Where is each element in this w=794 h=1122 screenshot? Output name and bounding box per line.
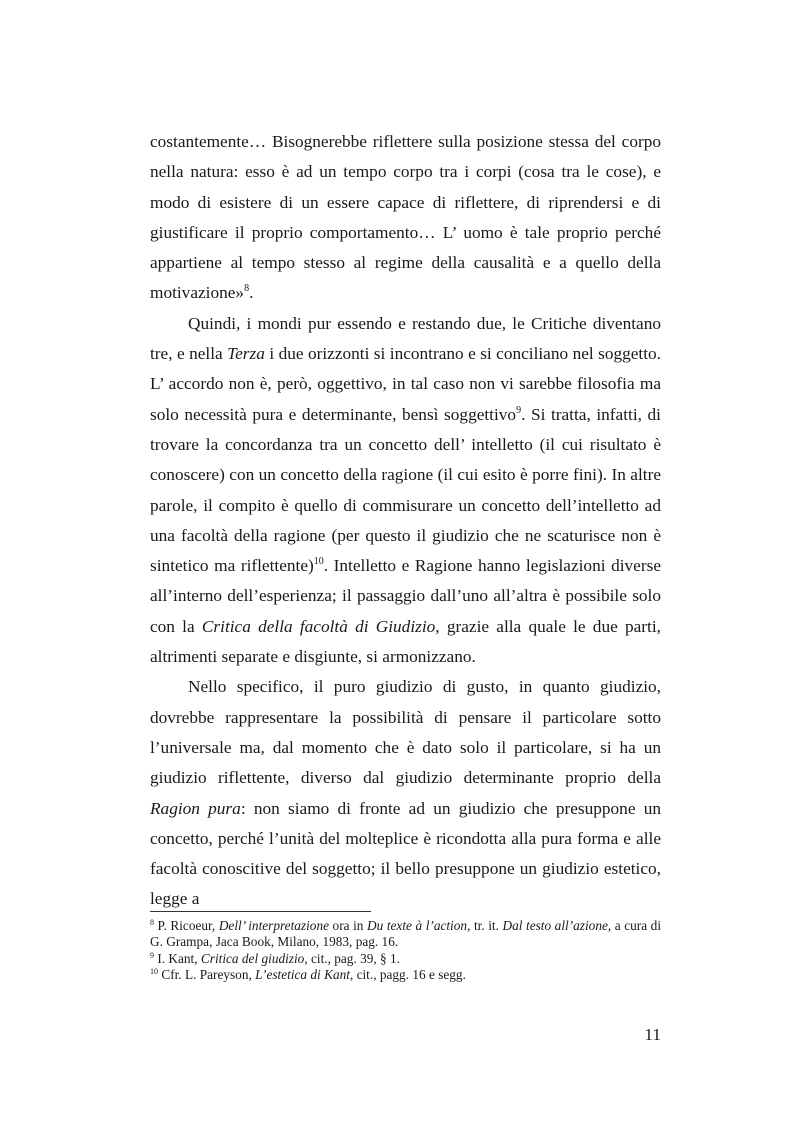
page-number: 11	[644, 1025, 661, 1044]
italic-terza: Terza	[227, 344, 265, 364]
footnote-ref-9[interactable]: 9	[516, 404, 522, 416]
body-text	[150, 127, 661, 915]
italic-critica-title: Critica della facoltà di Giudizio	[201, 616, 436, 636]
footnote-9: $^9$ I. Kant, Critica del giudizio, cit., pag. 39, § 1.	[150, 950, 400, 966]
paragraph-3: Nello specifico, il puro giudizio di gusto, in quanto giudizio, dovrebbe rappresentare la possibilità di pensare il particolare sotto l’universale ma, dal momento che è dato solo il particolare, si ha un giudizio riflettente, diverso dal giudizio determinante proprio della Ragion pura: non siamo di fronte ad un giudizio che presuppone un concetto, perché l’unità del molteplice è ricondotta alla pura forma e alle facoltà conoscitive del soggetto; il bello presuppone un giudizio estetico, legge a	[150, 677, 661, 909]
footnote-separator	[150, 911, 371, 912]
footnotes	[150, 918, 661, 983]
paragraph-1: costantemente… Bisognerebbe riflettere sulla posizione stessa del corpo nella natura: esso è ad un tempo corpo tra i corpi (cosa tra le cose), e modo di esistere di un essere capace di riflettere, di riprendersi e di giustificare il proprio comportamento… L’ uomo è tale proprio perché appartiene al tempo stesso al regime della causalità e a quello della motivazione»$^8$.	[150, 132, 661, 303]
italic-ragion-pura: Ragion pura	[150, 798, 241, 818]
footnote-10: $^{10}$ Cfr. L. Pareyson, L’estetica di Kant, cit., pagg. 16 e segg.	[150, 966, 466, 982]
footnote-ref-10[interactable]: 10	[313, 556, 324, 568]
paragraph-2: Quindi, i mondi pur essendo e restando due, le Critiche diventano tre, e nella Terza i due orizzonti si incontrano e si conciliano nel soggetto. L’ accordo non è, però, oggettivo, in tal caso non vi sarebbe filosofia ma solo necessità pura e determinante, bensì soggettivo$^9$. Si tratta, infatti, di trovare la concordanza tra un concetto dell’ intelletto (il cui risultato è conoscere) con un concetto della ragione (il cui esito è porre fini). In altre parole, il compito è quello di commisurare un concetto dell’intelletto ad una facoltà della ragione (per questo il giudizio che ne scaturisce non è sintetico ma riflettente)$^{10}$. Intelletto e Ragione hanno legislazioni diverse all’interno dell’esperienza; il passaggio dall’uno all’altra è possibile solo con la Critica della facoltà di Giudizio, grazie alla quale le due parti, altrimenti separate e disgiunte, si armonizzano.	[150, 313, 661, 667]
footnote-ref-8[interactable]: 8	[244, 283, 250, 295]
footnote-8: $^8$ P. Ricoeur, Dell’ interpretazione ora in Du texte à l’action, tr. it. Dal testo all’azione, a cura di G. Grampa, Jaca Book, Milano, 1983, pag. 16.	[150, 918, 662, 950]
